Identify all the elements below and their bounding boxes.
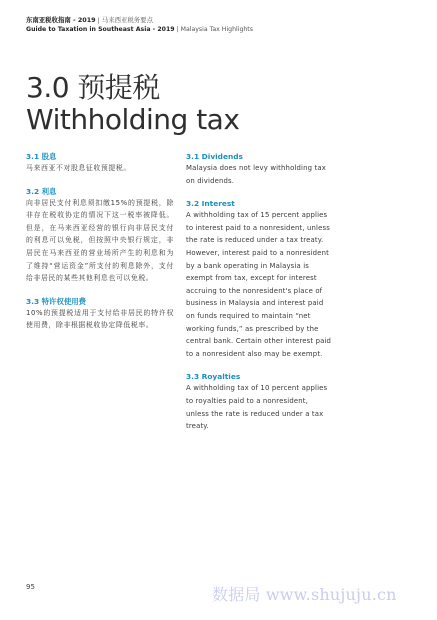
header-en-line [26,25,416,34]
section-royalties-cn [26,297,174,332]
header-cn-title: 东南亚税收指南 [26,16,71,24]
page-header [26,16,416,34]
page-title-cn: 3.0 预提税 [26,71,160,104]
watermark: 数据局 www.shujuju.cn [212,585,397,604]
section-dividends-cn [26,152,174,175]
section-royalties-en [186,372,332,432]
header-separator: | [95,16,102,24]
section-heading: 3.2 利息 [26,186,57,196]
header-en-title: Guide to Taxation in Southeast Asia - 2019 [26,26,175,33]
header-cn-subtitle: 马来西亚税务要点 [101,16,153,24]
header-en-subtitle: Malaysia Tax Highlights [180,26,253,33]
header-separator-2: | [174,26,181,33]
section-body: A withholding tax of 15 percent applies to interest paid to a nonresident, unless the rate is reduced under a tax treaty. However, interest paid to a nonresident by a bank operating in Malaysia is exempt from tax, except for interest accruing to the nonresident's place of business in Malaysia and interest paid on funds required to maintain “net working funds,” as prescribed by the central bank. Certain other interest paid to a nonresident also may be exempt. [186,211,332,358]
english-column [186,152,332,445]
header-cn-year: - 2019 [70,16,96,24]
section-body: A withholding tax of 10 percent applies to royalties paid to a nonresident, unless the rate is reduced under a tax treaty. [186,384,328,431]
header-cn-line [26,16,416,25]
section-interest-cn [26,187,174,285]
section-body: Malaysia does not levy withholding tax on dividends. [186,164,326,185]
section-body: 向非居民支付利息须扣缴15%的预提税，除非存在税收协定的情况下这一税率被降低。但是，在马来西亚经营的银行向非居民支付的利息可以免税，但按照中央银行规定，非居民在马来西亚的营业场所产生的利息和为了维持“营运资金”所支付的利息除外，支付给非居民的某些其他利息也可以免税。 [26,198,174,283]
page-number: 95 [26,583,35,591]
section-heading: 3.1 股息 [26,152,57,161]
chinese-column [26,152,174,344]
section-dividends-en [186,152,332,187]
section-heading: 3.1 Dividends [186,152,243,161]
section-heading: 3.3 Royalties [186,372,241,382]
page-title-en: Withholding tax [26,103,240,136]
section-heading: 3.3 特许权使用费 [26,296,87,306]
section-body: 马来西亚不对股息征收预提税。 [26,164,131,172]
section-heading: 3.2 Interest [186,199,235,209]
section-interest-en [186,199,332,360]
section-body: 10%的预提税适用于支付给非居民的特许权使用费，除非根据税收协定降低税率。 [26,308,174,330]
